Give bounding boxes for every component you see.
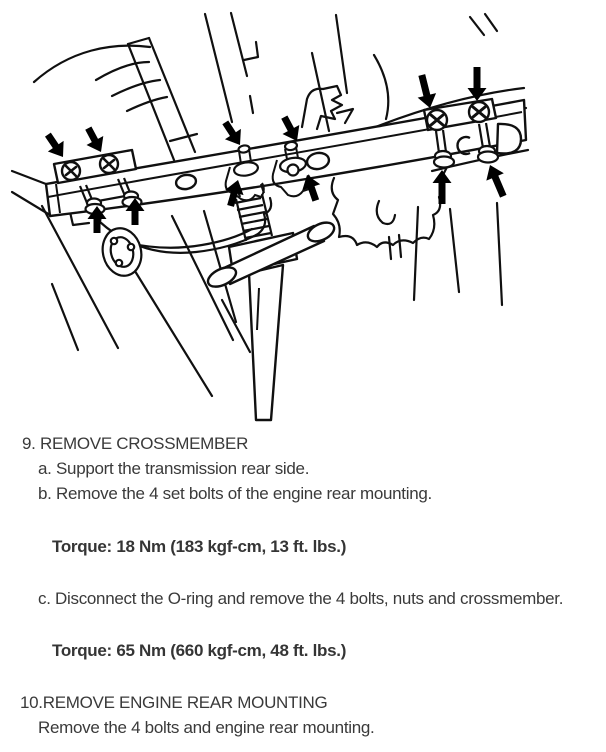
up-arrow-icon xyxy=(481,161,512,200)
exhaust-hanger-flange xyxy=(98,224,146,280)
jack-handle-end xyxy=(205,263,239,290)
step-9-torque-c: Torque: 65 Nm (660 kgf-cm, 48 ft. lbs.) xyxy=(52,641,347,660)
step-9-torque-b: Torque: 18 Nm (183 kgf-cm, 13 ft. lbs.) xyxy=(52,537,347,556)
step-9-item-b: b. Remove the 4 set bolts of the engine rear mounting. xyxy=(38,484,432,503)
up-arrow-icon xyxy=(433,170,452,204)
step-9-item-c: c. Disconnect the O-ring and remove the 4 bolts, nuts and crossmember. xyxy=(38,589,564,608)
down-arrow-icon xyxy=(40,129,71,162)
jack-shaft xyxy=(249,265,283,420)
down-arrow-icon xyxy=(80,124,109,157)
step-10-item: Remove the 4 bolts and engine rear mounting. xyxy=(38,718,375,737)
step-10-heading: 10.REMOVE ENGINE REAR MOUNTING xyxy=(20,693,328,712)
down-arrow-icon xyxy=(468,67,487,101)
transmission-jack xyxy=(205,184,337,420)
step-9-item-a: a. Support the transmission rear side. xyxy=(38,459,310,478)
step-9-heading: 9. REMOVE CROSSMEMBER xyxy=(22,434,249,453)
down-arrow-icon xyxy=(413,73,440,111)
